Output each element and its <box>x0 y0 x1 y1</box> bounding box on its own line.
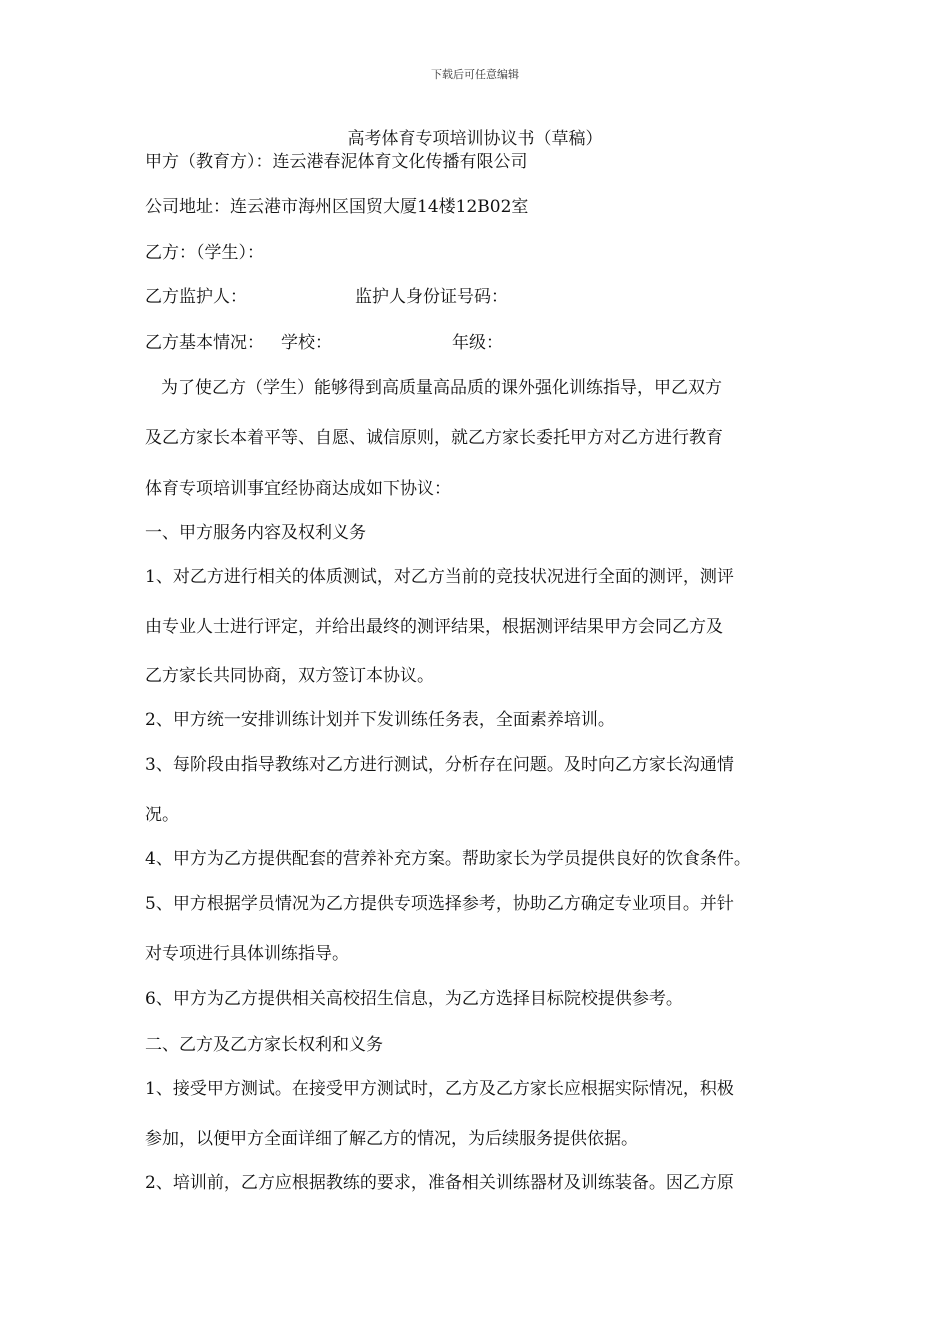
section-1-line: 5、甲方根据学员情况为乙方提供专项选择参考，协助乙方确定专业项目。并针 <box>145 894 734 914</box>
section-2-heading: 二、乙方及乙方家长权利和义务 <box>145 1035 383 1055</box>
address-line: 公司地址：连云港市海州区国贸大厦14楼12B02室 <box>145 197 529 217</box>
section-1-line: 1、对乙方进行相关的体质测试，对乙方当前的竞技状况进行全面的测评，测评 <box>145 567 734 587</box>
section-2-line: 参加，以便甲方全面详细了解乙方的情况，为后续服务提供依据。 <box>145 1129 638 1149</box>
section-1-line: 况。 <box>145 805 179 825</box>
intro-paragraph-line: 为了使乙方（学生）能够得到高质量高品质的课外强化训练指导，甲乙双方 <box>161 378 722 398</box>
section-1-line: 6、甲方为乙方提供相关高校招生信息，为乙方选择目标院校提供参考。 <box>145 989 683 1009</box>
section-1-line: 3、每阶段由指导教练对乙方进行测试，分析存在问题。及时向乙方家长沟通情 <box>145 755 734 775</box>
basic-info-line <box>145 332 503 354</box>
section-1-line: 对专项进行具体训练指导。 <box>145 944 349 964</box>
intro-paragraph-line: 体育专项培训事宜经协商达成如下协议： <box>145 479 451 499</box>
section-1-heading: 一、甲方服务内容及权利义务 <box>145 523 366 543</box>
section-1-line: 2、甲方统一安排训练计划并下发训练任务表，全面素养培训。 <box>145 710 615 730</box>
section-1-line: 4、甲方为乙方提供配套的营养补充方案。帮助家长为学员提供良好的饮食条件。 <box>145 849 751 869</box>
grade-label: 年级： <box>452 333 503 353</box>
intro-paragraph-line: 及乙方家长本着平等、自愿、诚信原则，就乙方家长委托甲方对乙方进行教育 <box>145 428 723 448</box>
guardian-line <box>145 286 508 308</box>
school-label: 学校： <box>281 333 332 353</box>
party-b-line: 乙方：（学生）： <box>145 243 264 263</box>
section-2-line: 2、培训前，乙方应根据教练的要求，准备相关训练器材及训练装备。因乙方原 <box>145 1173 734 1193</box>
party-a-line: 甲方（教育方）：连云港春泥体育文化传播有限公司 <box>145 152 528 172</box>
section-2-line: 1、接受甲方测试。在接受甲方测试时，乙方及乙方家长应根据实际情况，积极 <box>145 1079 734 1099</box>
basic-info-label: 乙方基本情况： <box>145 333 264 353</box>
download-note: 下载后可任意编辑 <box>431 68 519 81</box>
section-1-line: 乙方家长共同协商，双方签订本协议。 <box>145 666 434 686</box>
section-1-line: 由专业人士进行评定，并给出最终的测评结果，根据测评结果甲方会同乙方及 <box>145 617 723 637</box>
guardian-label: 乙方监护人： <box>145 287 247 307</box>
guardian-id-label: 监护人身份证号码： <box>355 287 508 307</box>
document-title: 高考体育专项培训协议书（草稿） <box>347 129 603 149</box>
